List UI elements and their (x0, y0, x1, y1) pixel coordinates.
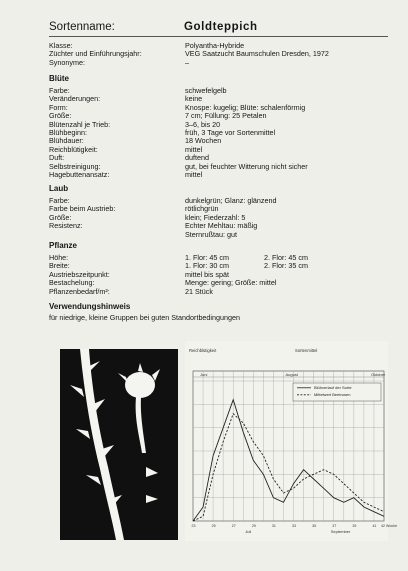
section-bluete (49, 74, 394, 179)
info-row: Selbstreinigung: gut, bei feuchter Witterung nicht sicher (49, 161, 308, 171)
legend-label: Blühverlauf der Sorte (314, 385, 352, 390)
info-row: Blütenzahl je Trieb: 3–6, bis 20 (49, 119, 221, 129)
x-tick-label: 37 (332, 524, 337, 528)
section-laub (49, 184, 394, 239)
info-row: Züchter und Einführungsjahr: VEG Saatzucht Baumschulen Dresden, 1972 (49, 49, 329, 59)
info-row: Sternrußtau: gut (185, 229, 237, 239)
section-title: Blüte (49, 74, 69, 83)
x-tick-label: 39 (352, 524, 357, 528)
info-row: Größe: 7 cm; Füllung: 25 Petalen (49, 111, 267, 121)
chart-series (193, 400, 384, 521)
width-row: Breite: 1. Flor: 30 cm 2. Flor: 35 cm (49, 261, 308, 271)
usage-text: für niedrige, kleine Gruppen bei guten Standortbedingungen (49, 313, 241, 322)
series-line-2 (193, 414, 384, 521)
usage-title: Verwendungshinweis (49, 302, 131, 311)
variety-name-label: Sortenname: (49, 21, 115, 33)
x-tick-label: 27 (231, 524, 236, 528)
bloom-chart (185, 341, 398, 541)
info-row: Blühdauer: 18 Wochen (49, 136, 222, 146)
month-label: September (330, 529, 351, 534)
info-row: Blühbeginn: früh, 3 Tage vor Sortenmittel (49, 128, 276, 138)
x-tick-label: 41 (372, 524, 377, 528)
month-label: August (285, 372, 298, 377)
x-tick-label: 35 (312, 524, 317, 528)
info-row: Reichblütigkeit: mittel (49, 144, 203, 154)
x-tick-label: 42 Woche (381, 524, 398, 528)
info-row: Resistenz: Echter Mehltau: mäßig (49, 221, 258, 231)
section-title: Laub (49, 184, 69, 193)
x-tick-label: 33 (292, 524, 297, 528)
stem-photogram (60, 349, 178, 540)
month-label: Oktober (370, 372, 386, 377)
header-rule (49, 36, 388, 37)
x-tick-label: 23 (191, 524, 196, 528)
info-row: Pflanzenbedarf/m²: 21 Stück (49, 286, 213, 296)
info-row: Bestachelung: Menge: gering; Größe: mittel (49, 278, 277, 288)
section-pflanze (49, 241, 394, 296)
info-row: Hagebuttenansatz: mittel (49, 170, 203, 180)
info-row: Farbe: dunkelgrün; Glanz: glänzend (49, 196, 277, 205)
month-label: Juni (200, 372, 208, 377)
chart-top-label: Sortenmittel (295, 348, 318, 353)
info-row: Veränderungen: keine (49, 94, 203, 104)
series-line-1 (193, 400, 384, 521)
info-row: Austriebszeitpunkt: mittel bis spät (49, 269, 229, 279)
chart-legend (293, 383, 381, 401)
variety-name: Goldteppich (184, 21, 258, 33)
bloom-chart-svg (185, 341, 398, 541)
info-row: Farbe: schwefelgelb (49, 86, 227, 95)
x-tick-label: 29 (251, 524, 256, 528)
info-row: Synonyme: – (49, 57, 189, 67)
x-tick-label: 31 (271, 524, 276, 528)
info-row: Farbe beim Austrieb: rötlichgrün (49, 204, 219, 214)
height-row: Höhe: 1. Flor: 45 cm 2. Flor: 45 cm (49, 253, 308, 262)
section-title: Pflanze (49, 241, 78, 250)
stem-silhouette-image (60, 349, 178, 540)
x-tick-label: 25 (211, 524, 216, 528)
info-row: Duft: duftend (49, 153, 209, 163)
info-row: Klasse: Polyantha-Hybride (49, 41, 245, 50)
info-row: Form: Knospe: kugelig; Blüte: schalenförmig (49, 102, 306, 112)
info-row: Größe: klein; Fiederzahl: 5 (49, 212, 246, 222)
month-label: Juli (245, 529, 252, 534)
legend-label: Mittelwert Beetrosen (314, 392, 351, 397)
general-info (49, 42, 394, 67)
chart-ylabel: Reichblütigkeit (189, 348, 217, 353)
